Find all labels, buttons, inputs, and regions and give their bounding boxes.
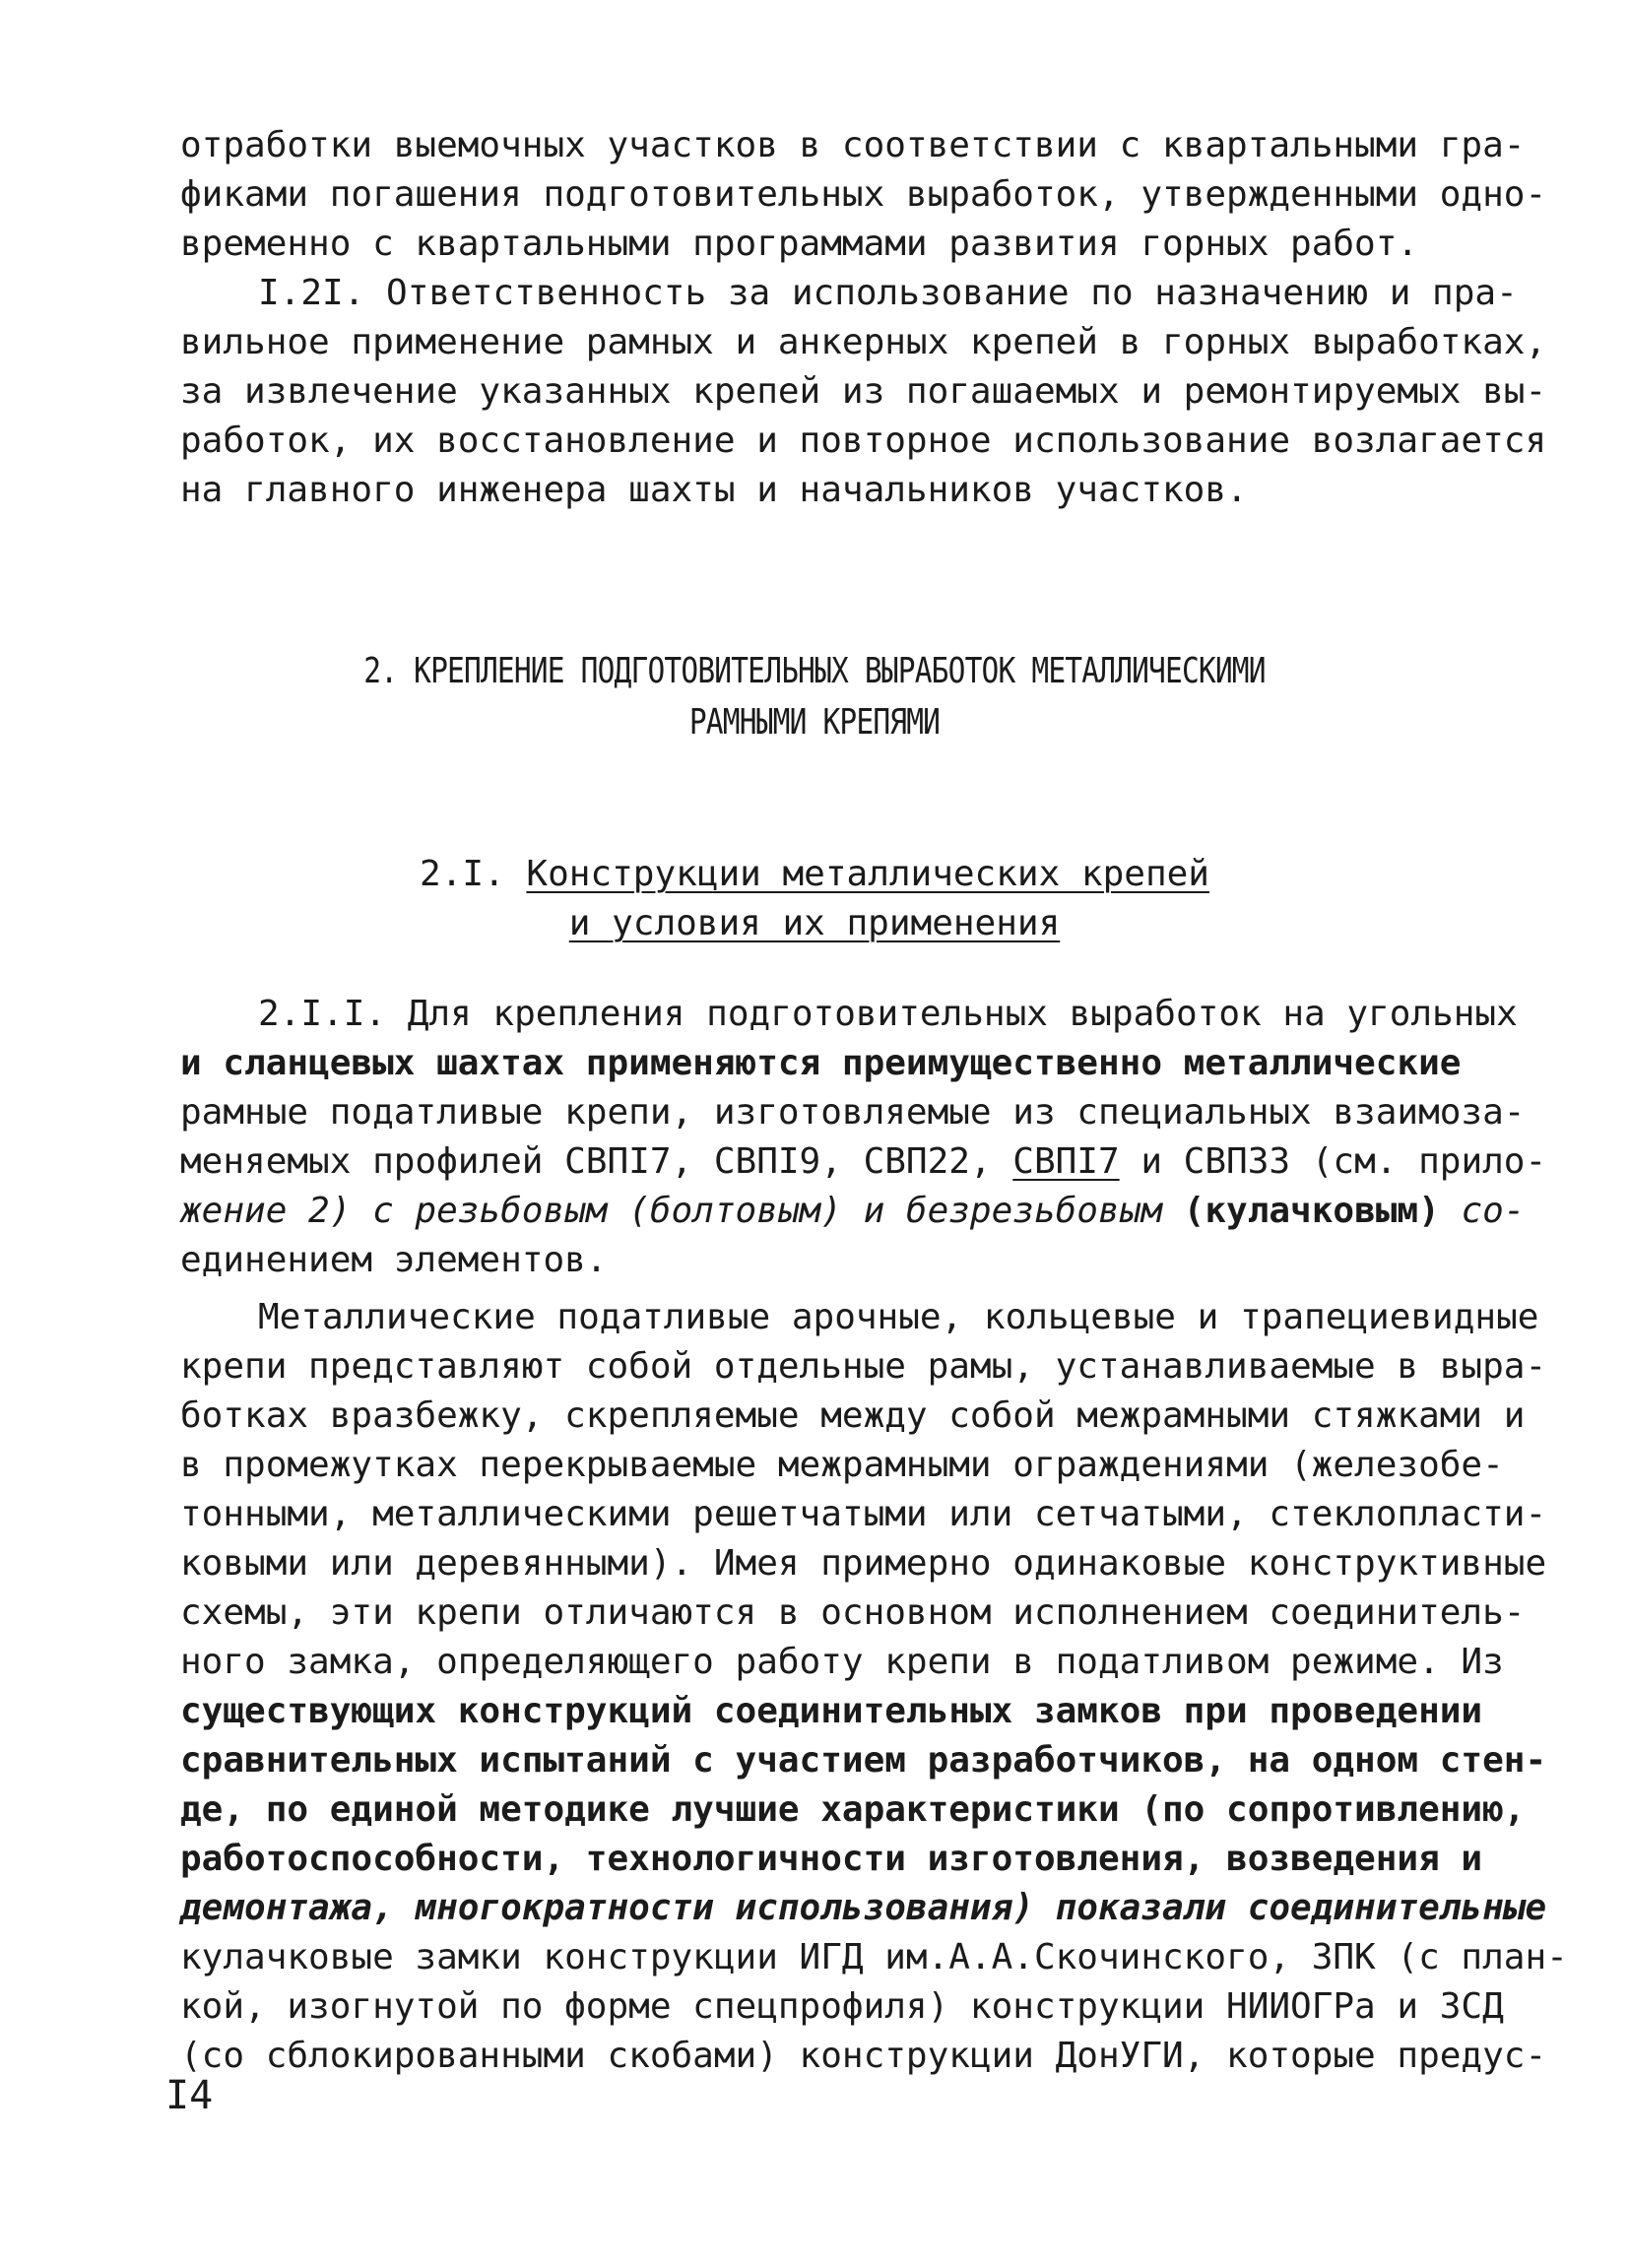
paragraph-line: на главного инженера шахты и начальников участков. xyxy=(180,470,1248,510)
paragraph-line: ного замка, определяющего работу крепи в податливом режиме. Из xyxy=(180,1642,1504,1682)
paragraph-line: вильное применение рамных и анкерных крепей в горных выработках, xyxy=(180,322,1547,362)
paragraph-line: работоспособности, технологичности изготовления, возведения и xyxy=(180,1839,1483,1879)
paragraph-line: рамные податливые крепи, изготовляемые из специальных взаимоза- xyxy=(180,1092,1526,1133)
paragraph-line: существующих конструкций соединительных замков при проведении xyxy=(180,1691,1483,1731)
paragraph-line: временно с квартальными программами развития горных работ. xyxy=(180,224,1419,264)
paragraph-line: схемы, эти крепи отличаются в основном исполнением соединитель- xyxy=(180,1592,1526,1633)
text-span: жение 2) с резьбовым (болтовым) и безрезьбовым xyxy=(180,1191,1184,1231)
paragraph-line xyxy=(180,1188,1526,1235)
paragraph-line: де, по единой методике лучшие характеристики (по сопротивлению, xyxy=(180,1789,1526,1830)
paragraph-line: за извлечение указанных крепей из погашаемых и ремонтируемых вы- xyxy=(180,371,1547,412)
paragraph-line: отработки выемочных участков в соответствии с квартальными гра- xyxy=(180,125,1526,165)
paragraph-line: демонтажа, многократности использования) показали соединительные xyxy=(180,1888,1547,1928)
paragraph-line: кулачковые замки конструкции ИГД им.А.А.Скочинского, ЗПК (с план- xyxy=(180,1937,1568,1977)
subsection-heading-line2 xyxy=(0,900,1629,947)
paragraph-line: крепи представляют собой отдельные рамы, устанавливаемые в выра- xyxy=(180,1346,1547,1387)
subsection-number: 2.I. xyxy=(420,854,505,894)
paragraph-line: (со сблокированными скобами) конструкции ДонУГИ, которые предус- xyxy=(180,2036,1547,2076)
section-heading-line1: 2. КРЕПЛЕНИЕ ПОДГОТОВИТЕЛЬНЫХ ВЫРАБОТОК МЕТАЛЛИЧЕСКИМИ xyxy=(363,651,1266,691)
paragraph-line: работок, их восстановление и повторное использование возлагается xyxy=(180,421,1547,461)
paragraph-line: в промежутках перекрываемые межрамными ограждениями (железобе- xyxy=(180,1445,1504,1485)
text-span: со- xyxy=(1439,1191,1526,1231)
paragraph-line: I.2I. Ответственность за использование по назначению и пра- xyxy=(258,273,1518,313)
paragraph-line: ковыми или деревянными). Имея примерно одинаковые конструктивные xyxy=(180,1543,1547,1584)
paragraph-line: сравнительных испытаний с участием разработчиков, на одном стен- xyxy=(180,1740,1547,1781)
text-span: (кулачковым) xyxy=(1183,1191,1440,1231)
text-span: и СВП33 (см. прило- xyxy=(1119,1141,1547,1182)
paragraph-line: 2.I.I. Для крепления подготовительных выработок на угольных xyxy=(258,994,1518,1034)
paragraph-line: и сланцевых шахтах применяются преимущественно металлические xyxy=(180,1043,1462,1083)
paragraph-line xyxy=(180,1138,1547,1186)
paragraph-line: кой, изогнутой по форме спецпрофиля) конструкции НИИОГРа и ЗСД xyxy=(180,1986,1504,2027)
subsection-heading-line1 xyxy=(0,851,1629,898)
page-number: I4 xyxy=(165,2073,214,2118)
section-heading-line2: РАМНЫМИ КРЕПЯМИ xyxy=(688,702,941,743)
paragraph-line: ботках вразбежку, скрепляемые между собой межрамными стяжками и xyxy=(180,1395,1526,1436)
underlined-profile: СВПI7 xyxy=(1012,1141,1120,1182)
paragraph-line: единением элементов. xyxy=(180,1240,608,1280)
subsection-title-2: и условия их применения xyxy=(568,903,1061,943)
paragraph-line: фиками погашения подготовительных выработок, утвержденными одно- xyxy=(180,174,1547,215)
paragraph-line: Металлические податливые арочные, кольцевые и трапециевидные xyxy=(258,1297,1539,1337)
subsection-title-1: Конструкции металлических крепей xyxy=(526,854,1209,894)
text-span: меняемых профилей СВПI7, СВПI9, СВП22, xyxy=(180,1141,1013,1182)
paragraph-line: тонными, металлическими решетчатыми или сетчатыми, стеклопласти- xyxy=(180,1494,1547,1534)
